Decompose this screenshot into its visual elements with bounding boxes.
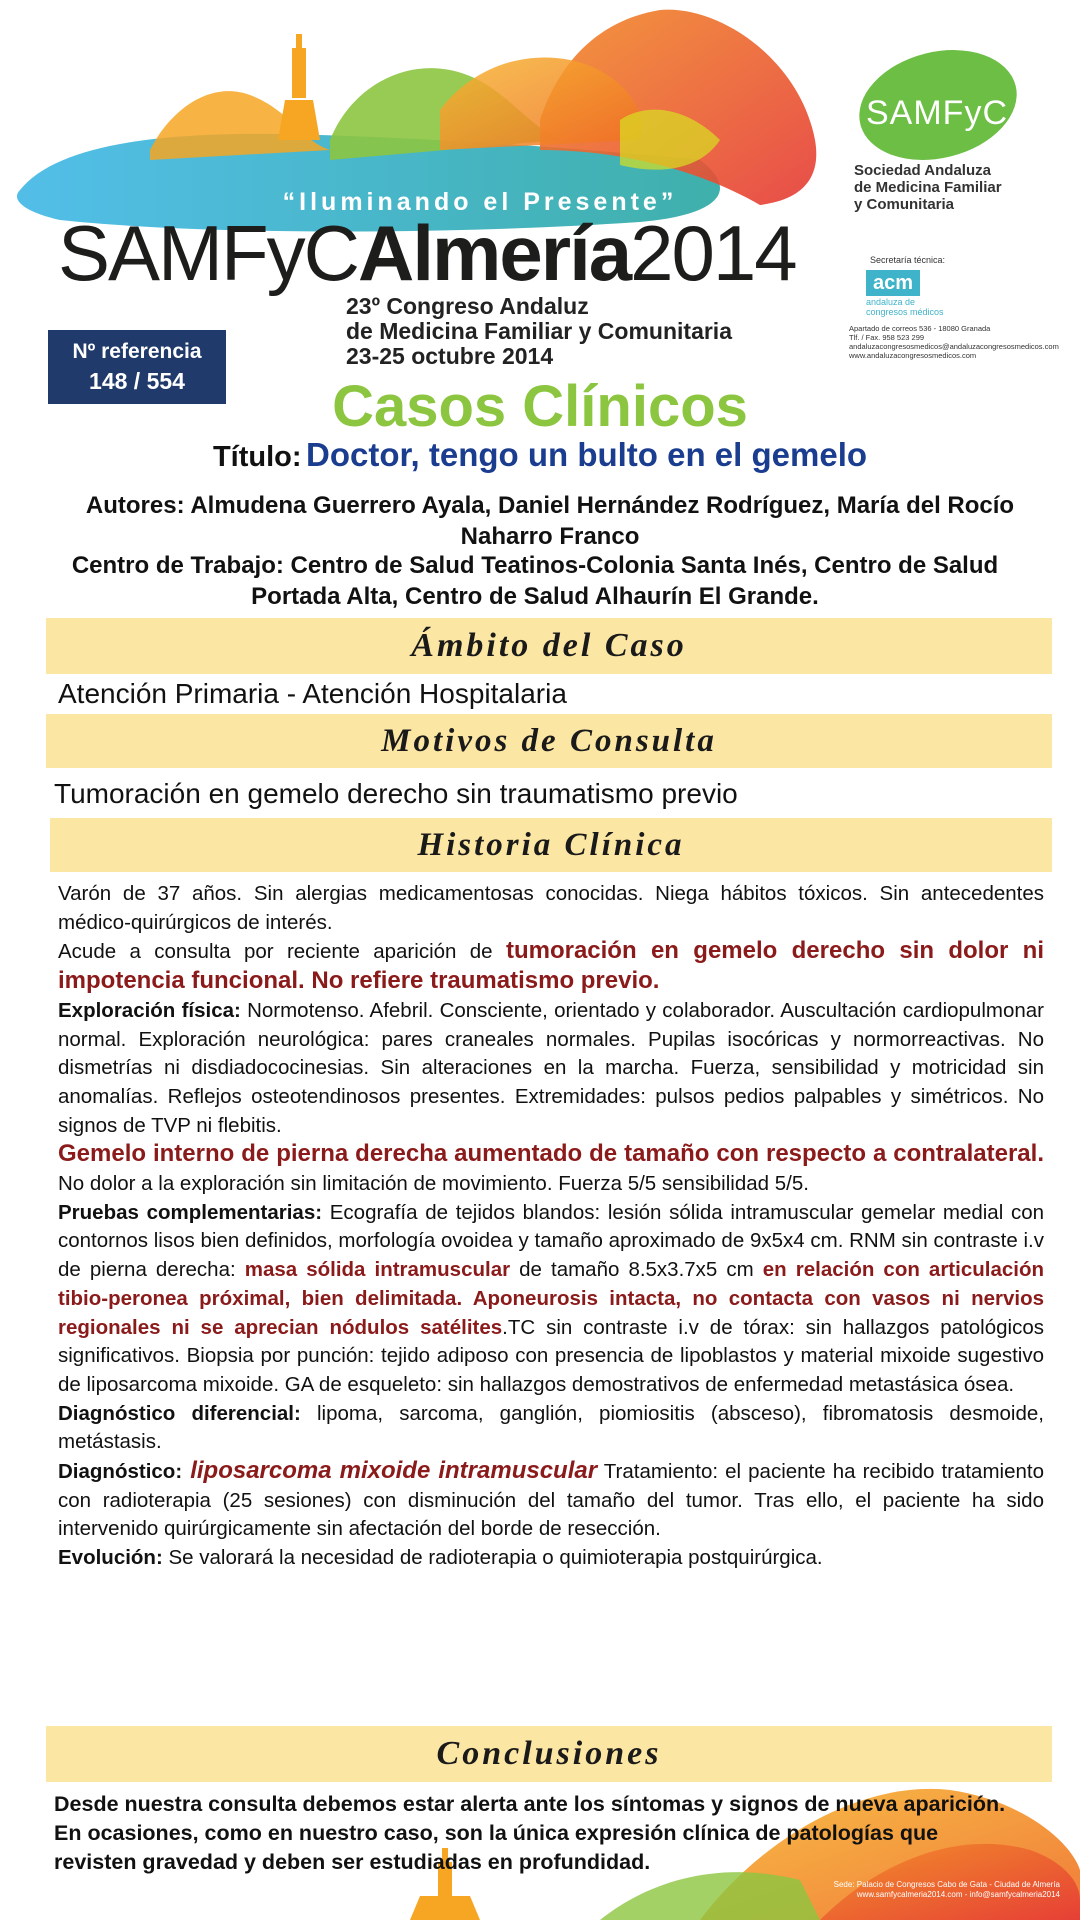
evolucion-label: Evolución: — [58, 1546, 163, 1570]
historia-text: de tamaño 8.5x3.7x5 cm — [510, 1258, 763, 1282]
acm-logo: acm — [866, 270, 920, 296]
contact-email: andaluzacongresosmedicos@andaluzacongresosmedicos.com — [849, 342, 1059, 351]
conclusiones-heading: Conclusiones — [46, 1726, 1052, 1782]
congress-line-2: de Medicina Familiar y Comunitaria — [346, 318, 732, 344]
acm-subtitle — [866, 297, 956, 317]
historia-paragraph — [58, 1400, 1044, 1457]
contact-address: Apartado de correos 536 - 18080 Granada — [849, 324, 991, 333]
historia-paragraph — [58, 997, 1044, 1141]
samfyc-logo-text: SAMFyC — [866, 94, 1008, 132]
ambito-text: Atención Primaria - Atención Hospitalaria — [58, 678, 567, 709]
brand-bold: Almería — [358, 209, 631, 297]
acm-sub-2: congresos médicos — [866, 307, 944, 317]
historia-text: Acude a consulta por reciente aparición de — [58, 940, 506, 964]
congress-tagline: “Iluminando el Presente” — [282, 188, 678, 216]
society-name-line-1: Sociedad Andaluza — [854, 162, 991, 179]
case-title — [0, 436, 1080, 474]
case-title-label: Título: — [212, 441, 302, 473]
historia-text: Se valorará la necesidad de radioterapia o quimioterapia postquirúrgica. — [162, 1546, 823, 1570]
historia-text: Tratamiento: el paciente ha recibido tratamiento con radioterapia (25 sesiones) con disminución del tamaño del tumor. Tras ello, el paciente ha sido intervenido quirúrgicamente sin afectación del borde de resección. — [58, 1460, 1044, 1541]
brand-light-1: SAMFyC — [58, 209, 358, 297]
motivos-heading: Motivos de Consulta — [46, 714, 1052, 768]
section-title: Casos Clínicos — [332, 374, 748, 439]
brand-light-2: 2014 — [630, 209, 796, 297]
congress-brand-title — [58, 208, 796, 298]
contact-phone: Tlf. / Fax. 958 523 299 — [849, 333, 925, 342]
secretaria-contact — [849, 324, 1079, 360]
historia-highlight: liposarcoma mixoide intramuscular — [182, 1457, 598, 1485]
historia-text: Normotenso. Afebril. Consciente, orientado y colaborador. Auscultación cardiopulmonar normal. Exploración neurológica: pares craneales normales. Pupilas isocóricas y normorreactivas. No dismetrías ni disdiadococinesias. Sin alteraciones en la marcha. Fuerza, sensibilidad y motricidad sin anomalías. Reflejos osteotendinosos presentes. Extremidades: pulsos pedios palpables y simétricos. No signos de TVP ni flebitis. — [58, 998, 1044, 1137]
society-name-line-3: y Comunitaria — [854, 196, 955, 213]
historia-highlight: masa sólida intramuscular — [244, 1258, 511, 1282]
ambito-heading: Ámbito del Caso — [46, 618, 1052, 674]
historia-text: Ecografía de tejidos blandos: lesión sólida intramuscular gemelar medial con contornos lisos bien definidos, morfología ovoidea y tamaño aproximado de 9x5x4 cm. RNM sin contraste i.v de pierna derecha: — [58, 1200, 1045, 1282]
historia-paragraph — [58, 1199, 1044, 1400]
historia-paragraph: Varón de 37 años. Sin alergias medicamentosas conocidas. Niega hábitos tóxicos. Sin antecedentes médico-quirúrgicos de interés. — [58, 882, 1044, 934]
exploracion-label: Exploración física: — [58, 998, 241, 1022]
conclusion-text: Desde nuestra consulta debemos estar alerta ante los síntomas y signos de nueva aparición. En ocasiones, como en nuestro caso, son la única expresión clínica de patologías que revisten gravedad y deben ser estudiadas en profundidad. — [54, 1792, 1006, 1874]
secretaria-label: Secretaría técnica: — [870, 255, 946, 265]
historia-body — [58, 880, 1044, 1573]
society-name — [854, 162, 1002, 213]
historia-highlight: tumoración en gemelo derecho sin dolor ni impotencia funcional. No refiere traumatismo previo. — [58, 937, 1044, 995]
workplace: Centro de Trabajo: Centro de Salud Teatinos-Colonia Santa Inés, Centro de Salud Portada Alta, Centro de Salud Alhaurín El Grande. — [71, 552, 999, 610]
society-name-line-2: de Medicina Familiar — [854, 179, 1002, 196]
historia-paragraph — [58, 1544, 1044, 1573]
acm-sub-1: andaluza de — [866, 297, 916, 307]
historia-highlight: Gemelo interno de pierna derecha aumentado de tamaño con respecto a contralateral. — [58, 1140, 1044, 1168]
case-title-value: Doctor, tengo un bulto en el gemelo — [306, 436, 868, 473]
congress-dates: 23-25 octubre 2014 — [346, 343, 554, 369]
diagnostico-label: Diagnóstico: — [58, 1460, 183, 1484]
contact-web: www.andaluzacongresosmedicos.com — [849, 351, 977, 360]
authors: Autores: Almudena Guerrero Ayala, Daniel Hernández Rodríguez, María del Rocío Naharro Franco — [85, 492, 1015, 550]
historia-heading: Historia Clínica — [50, 818, 1052, 872]
historia-text: No dolor a la exploración sin limitación de movimiento. Fuerza 5/5 sensibilidad 5/5. — [58, 1172, 809, 1196]
congress-line-1: 23º Congreso Andaluz — [346, 293, 589, 319]
pruebas-label: Pruebas complementarias: — [58, 1200, 323, 1224]
congress-details — [346, 294, 732, 369]
footer-line-1: Sede: Palacio de Congresos Cabo de Gata - Ciudad de Almería — [833, 1880, 1060, 1889]
footer-line-2: www.samfycalmeria2014.com - info@samfycalmeria2014 — [856, 1890, 1060, 1899]
historia-highlight: en relación con articulación tibio-peronea próximal, bien delimitada. Aponeurosis intacta, no contacta con vasos ni nervios regionales ni se aprecian nódulos satélites — [58, 1258, 1044, 1339]
historia-text: .TC sin contraste i.v de tórax: sin hallazgos patológicos significativos. Biopsia por punción: tejido adiposo con presencia de lipoblastos y material mixoide sugestivo de liposarcoma mixoide. GA de esqueleto: sin hallazgos demostrativos de enfermedad metastásica ósea. — [58, 1315, 1044, 1396]
historia-paragraph — [58, 937, 1044, 996]
historia-text: lipoma, sarcoma, ganglión, piomiositis (absceso), fibromatosis desmoide, metástasis. — [58, 1401, 1044, 1454]
reference-label: Nº referencia — [72, 340, 202, 363]
reference-number: 148 / 554 — [89, 368, 185, 394]
motivos-text: Tumoración en gemelo derecho sin traumatismo previo — [54, 778, 738, 809]
historia-paragraph — [58, 1457, 1044, 1544]
historia-paragraph — [58, 1140, 1044, 1198]
footer-venue — [780, 1880, 1060, 1900]
diagnostico-diferencial-label: Diagnóstico diferencial: — [58, 1401, 301, 1425]
